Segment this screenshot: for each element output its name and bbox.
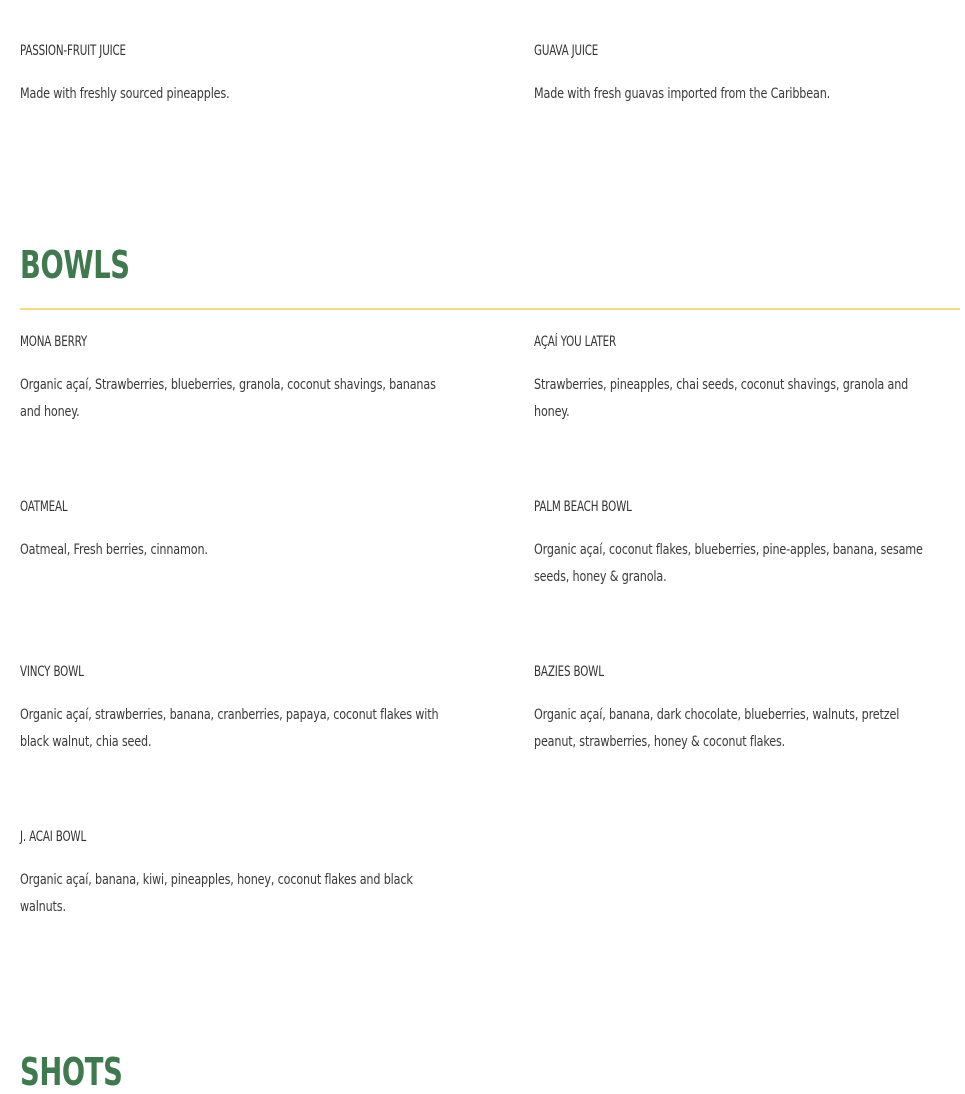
menu-item-guava-juice <box>534 42 965 108</box>
section-title-bowls: BOWLS <box>20 243 130 287</box>
menu-item-name: OATMEAL <box>20 499 68 515</box>
menu-item-acai-you-later <box>534 333 965 426</box>
menu-item-name: GUAVA JUICE <box>534 43 599 59</box>
menu-item-passion-fruit-juice <box>20 42 550 108</box>
menu-item-description: Organic açaí, banana, kiwi, pineapples, honey, coconut flakes and black walnuts. <box>20 872 413 915</box>
menu-item-vincy-bowl <box>20 663 570 756</box>
menu-item-name: AÇAÍ YOU LATER <box>534 334 617 350</box>
menu-item-description: Organic açaí, banana, dark chocolate, blueberries, walnuts, pretzel peanut, strawberries, honey & coconut flakes. <box>534 707 900 750</box>
menu-item-bazies-bowl <box>534 663 965 756</box>
section-divider <box>20 308 960 310</box>
menu-item-description: Organic açaí, strawberries, banana, cranberries, papaya, coconut flakes with black walnut, chia seed. <box>20 707 439 750</box>
menu-item-description: Oatmeal, Fresh berries, cinnamon. <box>20 542 208 558</box>
menu-item-oatmeal <box>20 498 560 564</box>
menu-item-name: MONA BERRY <box>20 334 88 350</box>
menu-item-name: BAZIES BOWL <box>534 664 604 680</box>
menu-item-description: Made with freshly sourced pineapples. <box>20 86 230 102</box>
section-title-shots: SHOTS <box>20 1050 123 1094</box>
menu-item-mona-berry <box>20 333 560 426</box>
menu-item-name: PASSION-FRUIT JUICE <box>20 43 126 59</box>
menu-item-description: Organic açaí, Strawberries, blueberries, granola, coconut shavings, bananas and honey. <box>20 377 436 420</box>
menu-item-description: Organic açaí, coconut flakes, blueberries, pine-apples, banana, sesame seeds, honey & granola. <box>534 542 923 585</box>
menu-item-name: PALM BEACH BOWL <box>534 499 632 515</box>
menu-item-description: Made with fresh guavas imported from the Caribbean. <box>534 86 831 102</box>
menu-item-palm-beach-bowl <box>534 498 965 591</box>
menu-item-name: VINCY BOWL <box>20 664 84 680</box>
menu-item-description: Strawberries, pineapples, chai seeds, coconut shavings, granola and honey. <box>534 377 909 420</box>
menu-item-j-acai-bowl <box>20 828 570 921</box>
menu-item-name: J. ACAI BOWL <box>20 829 87 845</box>
